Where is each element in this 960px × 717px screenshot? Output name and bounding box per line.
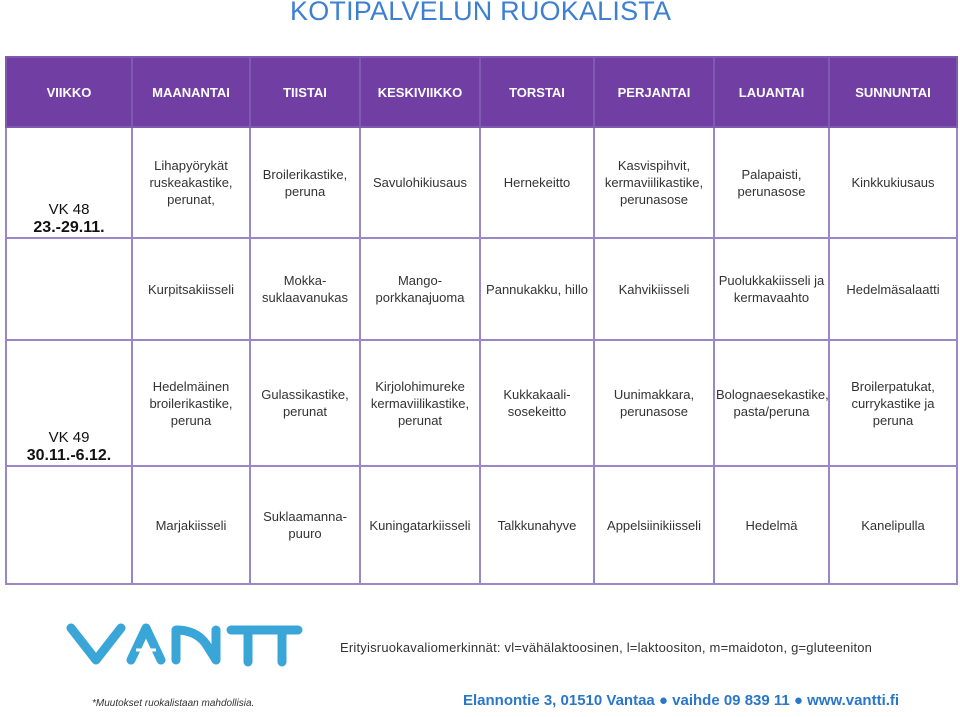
changes-note: *Muutokset ruokalistaan mahdollisia. [92,698,255,709]
header-monday: MAANANTAI [132,57,250,127]
dessert-item: Kurpitsakiisseli [132,238,250,340]
week48-dessert-row [6,238,957,340]
dessert-item: Mango-porkkanajuoma [360,238,480,340]
week48-label-cell [6,127,132,238]
week49-label-cell [6,340,132,466]
menu-item: Kukkakaali-sosekeitto [480,340,594,466]
menu-item: Uunimakkara, perunasose [594,340,714,466]
dessert-item: Kanelipulla [829,466,957,584]
week48-lunch-row [6,127,957,238]
menu-item: Savulohikiusaus [360,127,480,238]
diet-legend: Erityisruokavaliomerkinnät: vl=vähälaktoosinen, l=laktoositon, m=maidoton, g=gluteeniton [340,640,873,655]
dessert-item: Appelsiinikiisseli [594,466,714,584]
vantti-logo [66,620,306,670]
header-row [6,57,957,127]
header-tuesday: TIISTAI [250,57,360,127]
week-dates: 30.11.-6.12. [26,447,112,464]
menu-item: Palapaisti, perunasose [714,127,829,238]
menu-table [5,56,958,585]
week48-label-cell-lower [6,238,132,340]
header-thursday: TORSTAI [480,57,594,127]
header-wednesday: KESKIVIIKKO [360,57,480,127]
menu-item: Broilerikastike, peruna [250,127,360,238]
menu-item: Hernekeitto [480,127,594,238]
menu-item: Kasvispihvit, kermaviilikastike, perunasose [594,127,714,238]
week-number: VK 49 [48,429,90,446]
menu-item: Gulassikastike, perunat [250,340,360,466]
dessert-item: Talkkunahyve [480,466,594,584]
dessert-item: Kuningatarkiisseli [360,466,480,584]
dessert-item: Hedelmäsalaatti [829,238,957,340]
header-week: VIIKKO [6,57,132,127]
dessert-item: Mokka-suklaavanukas [250,238,360,340]
week49-lunch-row [6,340,957,466]
menu-item: Kinkkukiusaus [829,127,957,238]
menu-item: Hedelmäinen broilerikastike, peruna [132,340,250,466]
dessert-item: Kahvikiisseli [594,238,714,340]
dessert-item: Suklaamanna-puuro [250,466,360,584]
header-friday: PERJANTAI [594,57,714,127]
dessert-item: Puolukkakiisseli ja kermavaahto [714,238,829,340]
menu-item: Lihapyörykät ruskeakastike, perunat, [132,127,250,238]
menu-item: Bolognaesekastike, pasta/peruna [714,340,829,466]
week-number: VK 48 [48,201,90,218]
dessert-item: Hedelmä [714,466,829,584]
dessert-item: Marjakiisseli [132,466,250,584]
dessert-item: Pannukakku, hillo [480,238,594,340]
week49-label-cell-lower [6,466,132,584]
page-title: KOTIPALVELUN RUOKALISTA [290,0,672,26]
menu-item: Broilerpatukat, currykastike ja peruna [829,340,957,466]
week49-dessert-row [6,466,957,584]
menu-item: Kirjolohimureke kermaviilikastike, perunat [360,340,480,466]
header-sunday: SUNNUNTAI [829,57,957,127]
contact-address: Elannontie 3, 01510 Vantaa ● vaihde 09 839 11 ● www.vantti.fi [463,692,900,709]
header-saturday: LAUANTAI [714,57,829,127]
week-dates: 23.-29.11. [33,219,105,236]
